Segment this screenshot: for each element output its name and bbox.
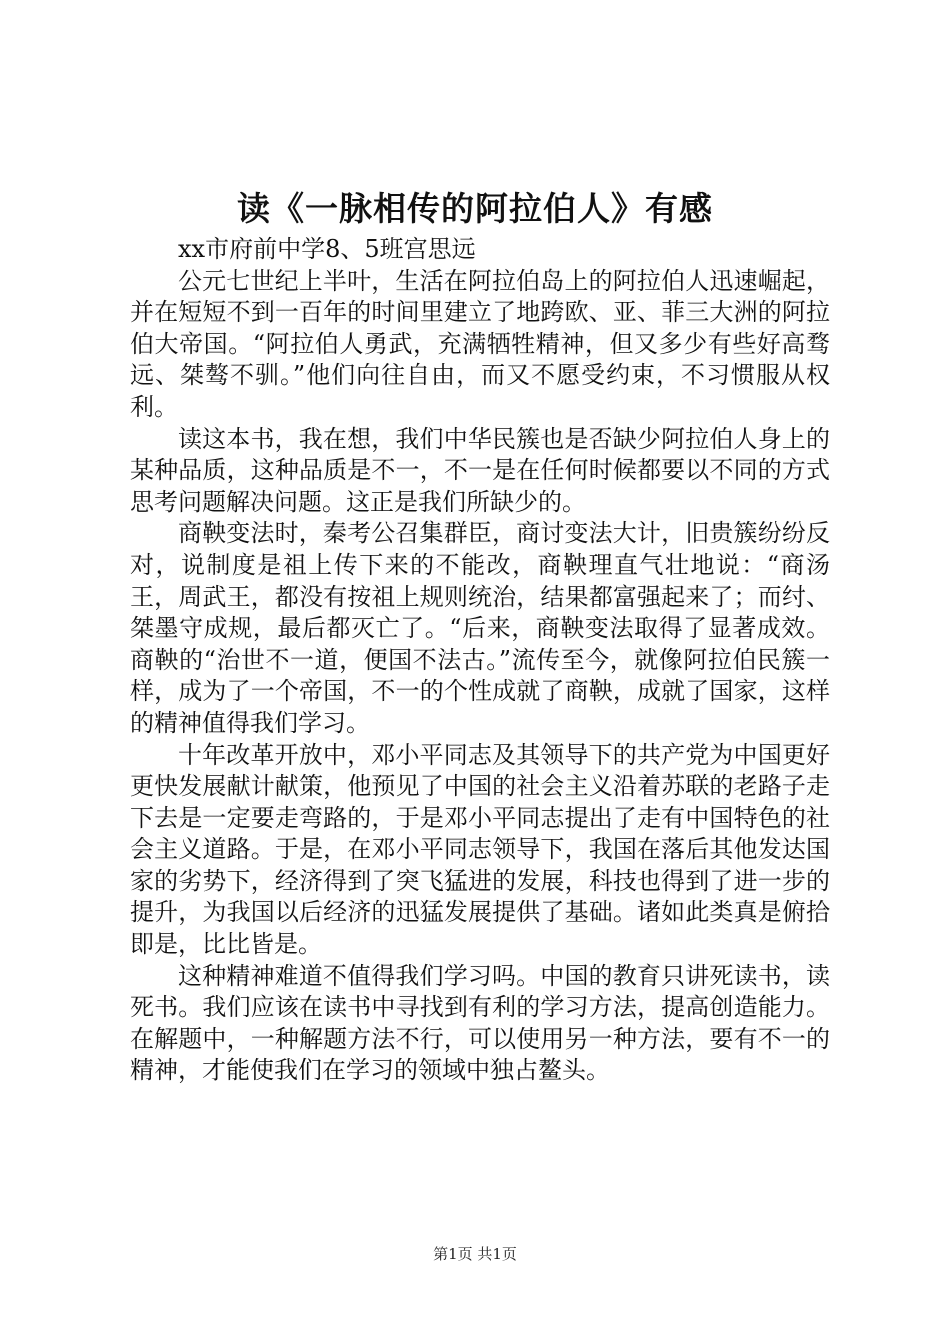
document-title: 读《一脉相传的阿拉伯人》有感 [237,189,713,228]
paragraph-4: 十年改革开放中，邓小平同志及其领导下的共产党为中国更好更快发展献计献策，他预见了中国的社会主义沿着苏联的老路子走下去是一定要走弯路的，于是邓小平同志提出了走有中国特色的社会主义道路。于是，在邓小平同志领导下，我国在落后其他发达国家的劣势下，经济得到了突飞猛进的发展，科技也得到了进一步的提升，为我国以后经济的迅猛发展提供了基础。诸如此类真是俯拾即是，比比皆是。 [130,740,830,959]
paragraph-2: 读这本书，我在想，我们中华民簇也是否缺少阿拉伯人身上的某种品质，这种品质是不一，不一是在任何时候都要以不同的方式思考问题解决问题。这正是我们所缺少的。 [130,424,830,516]
paragraph-1: 公元七世纪上半叶，生活在阿拉伯岛上的阿拉伯人迅速崛起，并在短短不到一百年的时间里建立了地跨欧、亚、菲三大洲的阿拉伯大帝国。“阿拉伯人勇武，充满牺牲精神，但又多少有些好高骛远、桀骜不驯。”他们向往自由，而又不愿受约束，不习惯服从权利。 [130,266,830,421]
paragraph-3: 商鞅变法时，秦考公召集群臣，商讨变法大计，旧贵簇纷纷反对，说制度是祖上传下来的不能改，商鞅理直气壮地说：“商汤王，周武王，都没有按祖上规则统治，结果都富强起来了；而纣、桀墨守成规，最后都灭亡了。“后来，商鞅变法取得了显著成效。商鞅的“治世不一道，便国不法古。”流传至今，就像阿拉伯民簇一样，成为了一个帝国，不一的个性成就了商鞅，成就了国家，这样的精神值得我们学习。 [130,519,830,737]
byline: xx市府前中学8、5班宫思远 [178,235,476,263]
document-body [130,234,830,1087]
paragraph-5: 这种精神难道不值得我们学习吗。中国的教育只讲死读书，读死书。我们应该在读书中寻找到有利的学习方法，提高创造能力。在解题中，一种解题方法不行，可以使用另一种方法，要有不一的精神，才能使我们在学习的领域中独占鳌头。 [130,961,830,1085]
page-number-footer: 第1页 共1页 [433,1245,517,1263]
